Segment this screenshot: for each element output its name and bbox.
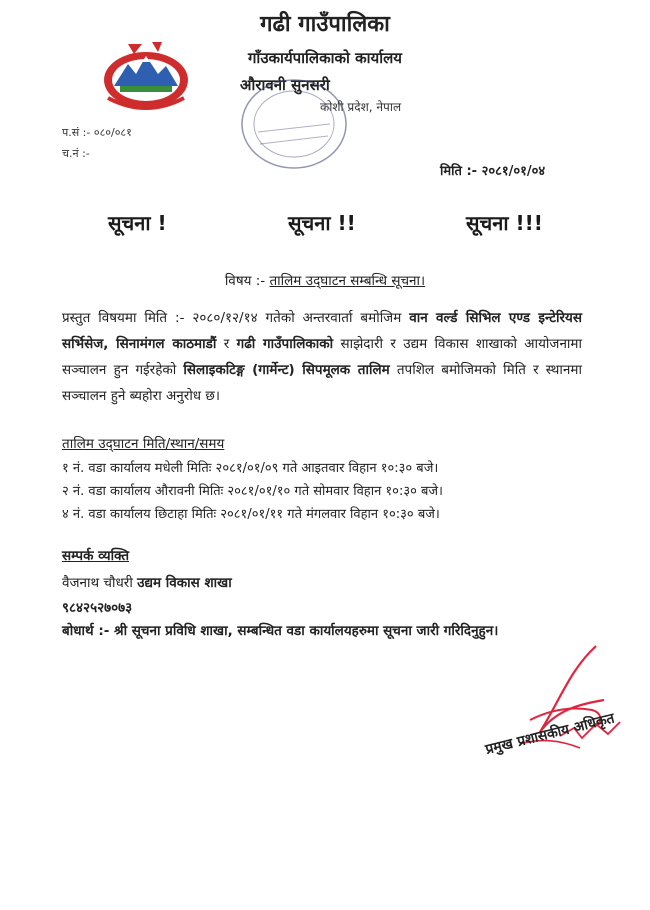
- body-text-1: प्रस्तुत विषयमा मिति :- २०८०/१२/१४ गतेको अन्तरवार्ता बमोजिम: [62, 310, 402, 326]
- body-text-3: साझेदारी र उद्यम विकास शाखाको आयोजनामा सञ्चालन हुन गईरहेको: [62, 336, 582, 378]
- schedule-row: १ नं. वडा कार्यालय मधेली मितिः २०८१/०१/०९ गते आइतवार विहान १०:३० बजे।: [62, 461, 439, 476]
- contact-heading: सम्पर्क व्यक्ति: [62, 548, 130, 564]
- contact-name: वैजनाथ चौधरी: [62, 575, 133, 591]
- office-name: गाँउकार्यपालिकाको कार्यालय: [247, 49, 402, 67]
- subject-line: [0, 271, 650, 289]
- signatory-title: प्रमुख प्रशासकीय अधिकृत: [483, 710, 617, 759]
- municipality-logo: [98, 34, 194, 112]
- schedule-heading: तालिम उद्‌घाटन मिति/स्थान/समय: [62, 436, 225, 452]
- organization-name: वान वर्ल्ड सिभिल एण्ड इन्टेरियस सर्भिसेज, सिनामंगल काठमाडौं: [62, 310, 582, 352]
- dispatch-number: च.नं :-: [62, 147, 90, 160]
- letter-date: मिति :- २०८१/०१/०४: [440, 164, 546, 179]
- body-text-2: र: [223, 336, 230, 352]
- subject-text: तालिम उद्‌घाटन सम्बन्धि सूचना।: [269, 273, 426, 289]
- reference-number: प.सं :- ०८०/०८१: [62, 126, 132, 139]
- municipality-ref: गढी गाउँपालिकाको: [236, 336, 334, 352]
- notice-heading-1: सूचना !: [108, 211, 167, 235]
- contact-person: [62, 573, 232, 591]
- subject-prefix: विषय :-: [224, 273, 266, 289]
- training-name: सिलाइकटिङ्ग (गार्मेन्ट) सिपमूलक तालिम: [183, 362, 390, 378]
- body-paragraph: [62, 305, 582, 409]
- office-stamp: [234, 72, 354, 176]
- schedule-row: ४ नं. वडा कार्यालय छिटाहा मितिः २०८१/०१/११ गते मंगलवार विहान १०:३० बजे।: [62, 507, 440, 522]
- body-text-4: तपशिल बमोजिमको मिति र स्थानमा सञ्चालन हुने ब्यहोरा अनुरोध छ।: [62, 362, 582, 404]
- notice-heading-2: सूचना !!: [288, 211, 356, 235]
- notice-heading-3: सूचना !!!: [466, 211, 543, 235]
- municipality-name: गढी गाउँपालिका: [260, 12, 390, 37]
- office-province: कोशी प्रदेश, नेपाल: [320, 100, 402, 114]
- contact-department: उद्यम विकास शाखा: [137, 575, 232, 591]
- contact-phone: ९८४२५२७०७३: [62, 600, 133, 616]
- for-information-line: बोधार्थ :- श्री सूचना प्रविधि शाखा, सम्बन्धित वडा कार्यालयहरुमा सूचना जारी गरिदिनुहुन।: [62, 623, 499, 639]
- office-city: औरावनी सुनसरी: [240, 76, 330, 94]
- schedule-row: २ नं. वडा कार्यालय औरावनी मितिः २०८१/०१/१० गते सोमवार विहान १०:३० बजे।: [62, 484, 443, 499]
